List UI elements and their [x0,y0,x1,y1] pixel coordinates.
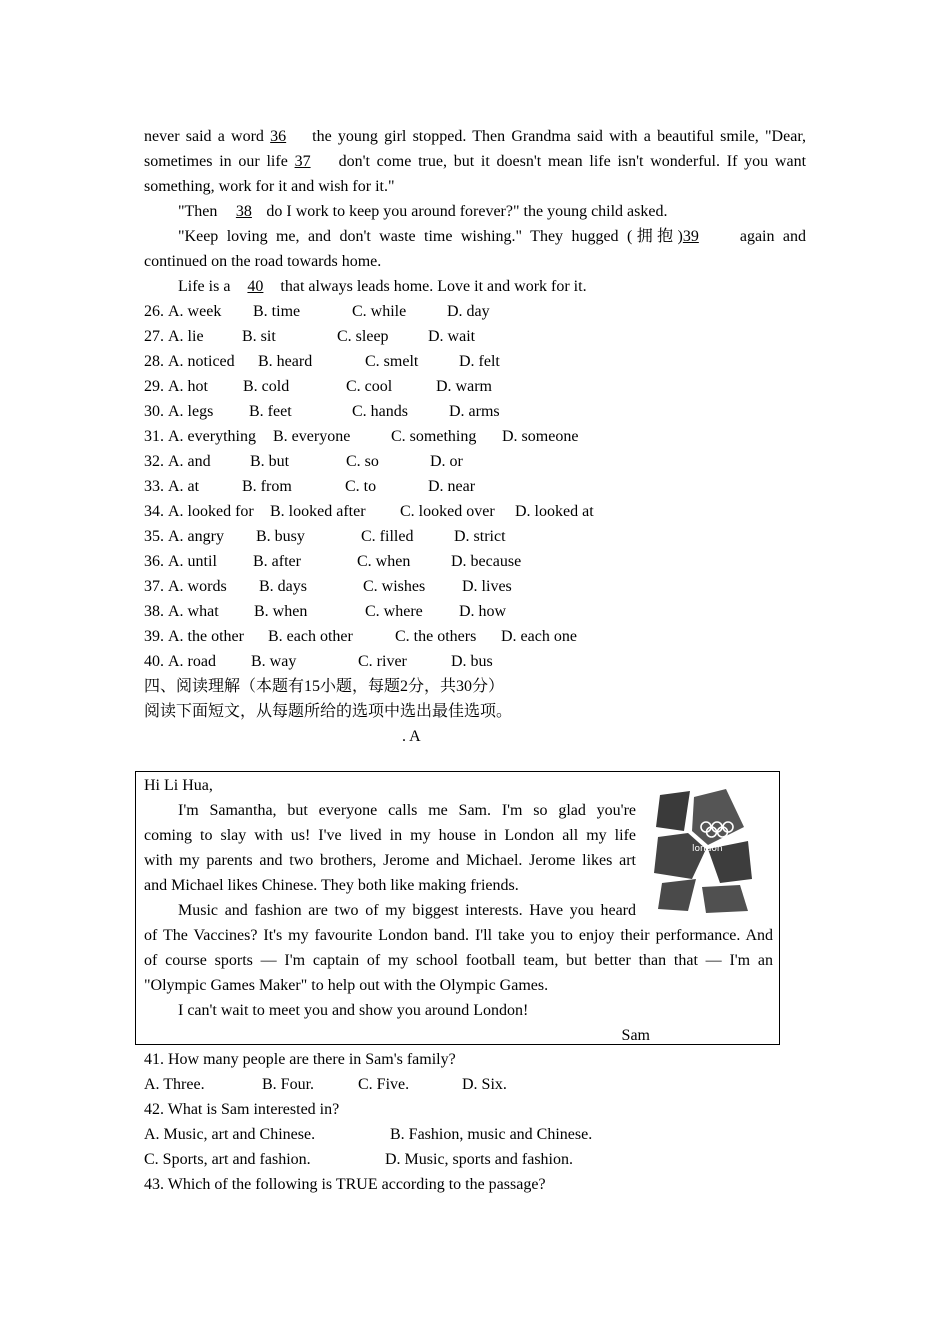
blank-39: 39 [682,228,699,245]
letter-signature: Sam [621,1027,650,1044]
option-c: C. filled [361,528,414,545]
option-c: C. while [352,303,407,320]
option-d: D. strict [454,528,506,545]
option-b: B. Fashion, music and Chinese. [390,1126,593,1143]
option-c: C. something [391,428,477,445]
option-c: C. to [345,478,377,495]
question-42-options [144,1122,806,1147]
option-b: B. cold [243,378,290,395]
question-row [144,449,806,474]
question-number: 27. [144,328,164,345]
question-42: 42. What is Sam interested in? [144,1101,340,1118]
question-row [144,424,806,449]
option-c: C. the others [395,628,477,645]
blank-37: 37 [294,153,311,170]
text: never said a word [144,128,271,145]
text: "Then [178,203,222,220]
letter-line: of course sports — I'm captain of my school football team, but better than that — I'm an [144,952,773,969]
option-d: D. Six. [462,1076,507,1093]
letter-line: I'm Samantha, but everyone calls me Sam. I'm so glad you're [178,802,636,819]
section-instruction: 阅读下面短文，从每题所给的选项中选出最佳选项。 [144,703,513,720]
option-c: C. sleep [337,328,389,345]
logo-text: london [692,844,723,854]
question-row [144,299,806,324]
option-d: D. how [459,603,507,620]
letter-line: and Michael likes Chinese. They both like making friends. [144,877,519,894]
option-c: C. wishes [363,578,426,595]
london-2012-logo [648,787,760,915]
letter-line: of The Vaccines? It's my favourite London band. I'll take you to enjoy their performance. And [144,927,773,944]
passage-line [144,274,806,299]
letter-line: "Olympic Games Maker" to help out with the Olympic Games. [144,977,549,994]
passage-label: . A [402,728,421,745]
option-c: C. where [365,603,423,620]
letter-line: coming to slay with us! I've lived in my house in London all my life [144,827,636,844]
option-a: A. at [168,478,200,495]
option-b: B. when [254,603,308,620]
question-43: 43. Which of the following is TRUE according to the passage? [144,1176,546,1193]
option-d: D. or [430,453,463,470]
option-d: D. day [447,303,490,320]
option-b: B. way [251,653,297,670]
question-number: 26. [144,303,164,320]
blank-40: 40 [247,278,264,295]
question-41: 41. How many people are there in Sam's family? [144,1051,456,1068]
option-a: A. week [168,303,222,320]
option-b: B. heard [258,353,313,370]
question-row [144,374,806,399]
option-c: C. when [357,553,411,570]
option-b: B. but [250,453,290,470]
option-c: C. cool [346,378,393,395]
option-c: C. river [358,653,407,670]
option-a: A. hot [168,378,208,395]
text: the young girl stopped. Then Grandma said with a beautiful smile, "Dear, [312,128,807,145]
option-d: D. someone [502,428,579,445]
question-number: 28. [144,353,164,370]
passage-line: continued on the road towards home. [144,253,382,270]
option-d: D. bus [451,653,493,670]
question-number: 33. [144,478,164,495]
option-d: D. warm [436,378,492,395]
question-row [144,399,806,424]
option-a: A. legs [168,403,214,420]
question-number: 37. [144,578,164,595]
option-a: A. Three. [144,1076,205,1093]
option-b: B. days [259,578,307,595]
text: again and [739,228,806,245]
question-row [144,574,806,599]
option-c: C. smelt [365,353,419,370]
option-b: B. sit [242,328,276,345]
option-b: B. looked after [270,503,366,520]
question-row [144,649,806,674]
option-b: B. from [242,478,292,495]
text: "Keep loving me, and don't waste time wishing." They hugged (拥抱) [178,228,683,245]
question-list [144,299,806,674]
option-d: D. felt [459,353,500,370]
option-b: B. each other [268,628,353,645]
option-c: C. so [346,453,379,470]
passage-line [144,199,806,224]
option-b: B. feet [249,403,292,420]
passage-line [144,224,806,249]
question-number: 30. [144,403,164,420]
question-number: 29. [144,378,164,395]
passage-line [144,149,806,174]
option-c: C. hands [352,403,408,420]
question-number: 36. [144,553,164,570]
option-b: B. time [253,303,301,320]
reading-questions [144,1047,806,1197]
option-d: D. looked at [515,503,594,520]
question-number: 31. [144,428,164,445]
option-a: A. lie [168,328,204,345]
option-d: D. arms [449,403,500,420]
text: sometimes in our life [144,153,295,170]
option-c: C. Sports, art and fashion. [144,1151,311,1168]
option-d: D. each one [501,628,577,645]
option-a: A. everything [168,428,256,445]
letter-line: with my parents and two brothers, Jerome and Michael. Jerome likes art [144,852,636,869]
question-row [144,474,806,499]
blank-38: 38 [235,203,252,220]
option-a: A. what [168,603,219,620]
passage-line [144,124,806,149]
option-b: B. after [253,553,301,570]
option-c: C. Five. [358,1076,410,1093]
question-number: 40. [144,653,164,670]
question-row [144,524,806,549]
question-row [144,324,806,349]
option-d: D. near [428,478,476,495]
question-number: 39. [144,628,164,645]
question-row [144,599,806,624]
section-heading: 四、阅读理解（本题有15小题，每题2分，共30分） [144,678,505,695]
option-a: A. until [168,553,217,570]
option-b: B. Four. [262,1076,315,1093]
question-row [144,349,806,374]
question-41-options [144,1072,806,1097]
option-a: A. Music, art and Chinese. [144,1126,316,1143]
question-42-options [144,1147,806,1172]
question-number: 32. [144,453,164,470]
option-d: D. Music, sports and fashion. [385,1151,573,1168]
option-a: A. noticed [168,353,235,370]
option-a: A. angry [168,528,224,545]
option-b: B. everyone [273,428,351,445]
option-d: D. lives [462,578,512,595]
letter-line: I can't wait to meet you and show you around London! [178,1002,529,1019]
option-a: A. and [168,453,211,470]
blank-36: 36 [270,128,287,145]
option-d: D. wait [428,328,476,345]
option-a: A. road [168,653,216,670]
option-a: A. the other [168,628,244,645]
option-c: C. looked over [400,503,495,520]
question-number: 35. [144,528,164,545]
question-row [144,499,806,524]
question-number: 34. [144,503,164,520]
letter-line: Music and fashion are two of my biggest interests. Have you heard [178,902,636,919]
question-row [144,549,806,574]
option-a: A. looked for [168,503,254,520]
option-d: D. because [451,553,522,570]
text: don't come true, but it doesn't mean life isn't wonderful. If you want [338,153,807,170]
option-a: A. words [168,578,227,595]
question-row [144,624,806,649]
text: that always leads home. Love it and work for it. [280,278,587,295]
passage-line: something, work for it and wish for it." [144,178,395,195]
option-b: B. busy [256,528,305,545]
question-number: 38. [144,603,164,620]
text: Life is a [178,278,231,295]
text: do I work to keep you around forever?" the young child asked. [266,203,668,220]
letter-greeting: Hi Li Hua, [144,777,213,794]
passage [144,124,806,749]
